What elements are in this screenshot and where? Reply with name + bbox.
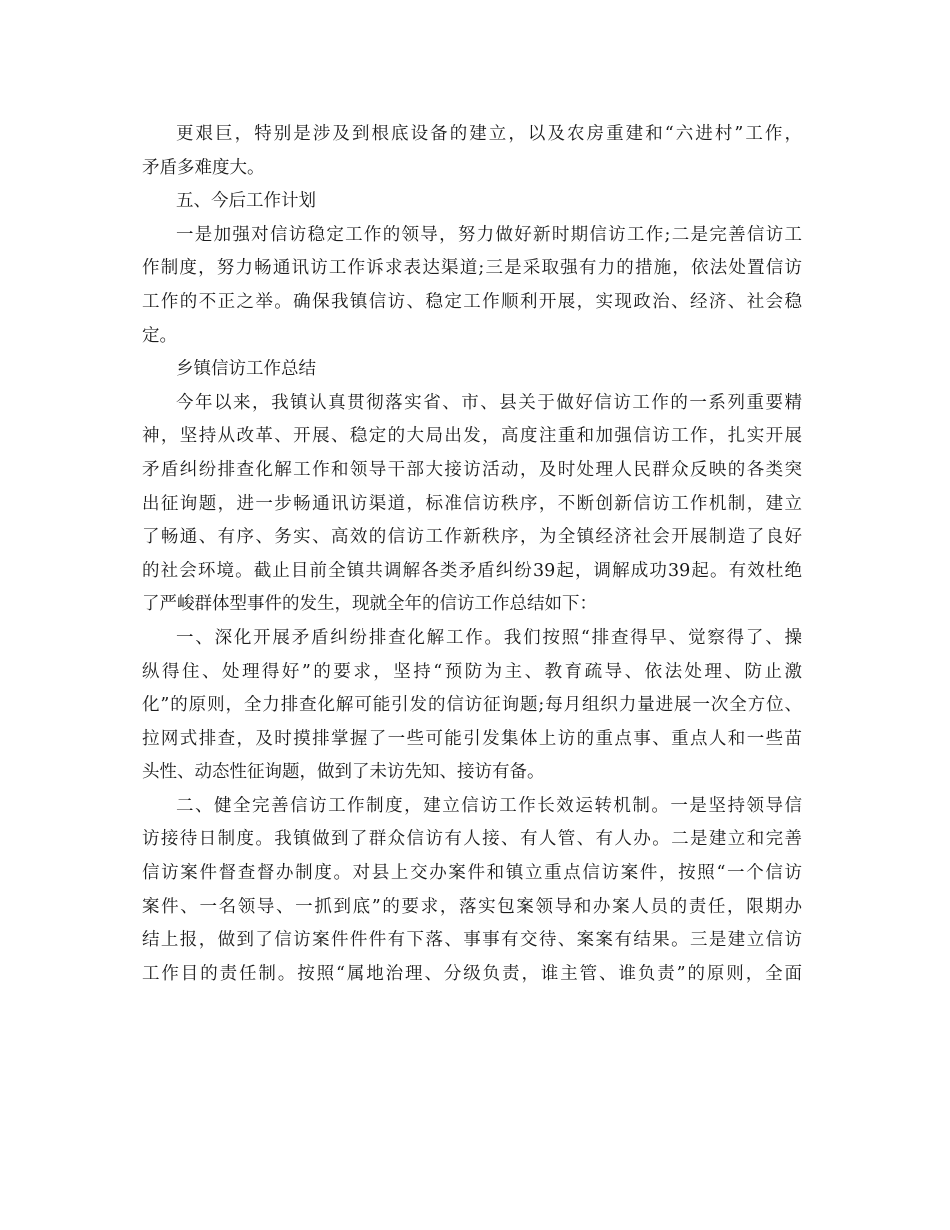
paragraph-line: 出征询题，进一步畅通讯访渠道，标准信访秩序，不断创新信访工作机制，建立 [142, 493, 802, 514]
paragraph-line: 一、深化开展矛盾纠纷排查化解工作。我们按照“排查得早、觉察得了、操 [176, 627, 802, 648]
paragraph-line: 二、健全完善信访工作制度，建立信访工作长效运转机制。一是坚持领导信 [176, 795, 802, 816]
paragraph-line: 矛盾纠纷排查化解工作和领导干部大接访活动，及时处理人民群众反映的各类突 [142, 459, 802, 480]
paragraph-line: 定。 [142, 325, 177, 346]
paragraph-line: 拉网式排查，及时摸排掌握了一些可能引发集体上访的重点事、重点人和一些苗 [142, 728, 802, 749]
section-heading: 五、今后工作计划 [176, 191, 316, 212]
paragraph-line: 工作目的责任制。按照“属地治理、分级负责，谁主管、谁负责”的原则，全面 [142, 963, 802, 984]
paragraph-line: 今年以来，我镇认真贯彻落实省、市、县关于做好信访工作的一系列重要精 [176, 392, 802, 413]
paragraph-line: 了畅通、有序、务实、高效的信访工作新秩序，为全镇经济社会开展制造了良好 [142, 527, 802, 548]
paragraph-line: 化”的原则，全力排查化解可能引发的信访征询题;每月组织力量进展一次全方位、 [142, 695, 802, 716]
document-title: 乡镇信访工作总结 [176, 359, 316, 380]
paragraph-line: 结上报，做到了信访案件件件有下落、事事有交待、案案有结果。三是建立信访 [142, 930, 802, 951]
paragraph-line: 的社会环境。截止目前全镇共调解各类矛盾纠纷39起，调解成功39起。有效杜绝 [142, 560, 802, 581]
paragraph-line: 作制度，努力畅通讯访工作诉求表达渠道;三是采取强有力的措施，依法处置信访 [142, 258, 802, 279]
paragraph-line: 工作的不正之举。确保我镇信访、稳定工作顺利开展，实现政治、经济、社会稳 [142, 291, 802, 312]
paragraph-line: 纵得住、处理得好”的要求，坚持“预防为主、教育疏导、依法处理、防止激 [142, 661, 802, 682]
paragraph-line: 案件、一名领导、一抓到底”的要求，落实包案领导和办案人员的责任，限期办 [142, 896, 802, 917]
paragraph-line: 头性、动态性征询题，做到了未访先知、接访有备。 [142, 762, 545, 783]
paragraph-line: 了严峻群体型事件的发生，现就全年的信访工作总结如下： [142, 594, 597, 615]
paragraph-line: 一是加强对信访稳定工作的领导，努力做好新时期信访工作;二是完善信访工 [176, 224, 802, 245]
document-body [142, 118, 802, 991]
paragraph-line: 信访案件督查督办制度。对县上交办案件和镇立重点信访案件，按照“一个信访 [142, 863, 802, 884]
paragraph-line: 更艰巨，特别是涉及到根底设备的建立，以及农房重建和“六进村”工作， [176, 124, 802, 144]
paragraph-line: 矛盾多难度大。 [142, 157, 265, 178]
paragraph-line: 神，坚持从改革、开展、稳定的大局出发，高度注重和加强信访工作，扎实开展 [142, 426, 802, 447]
paragraph-line: 访接待日制度。我镇做到了群众信访有人接、有人管、有人办。二是建立和完善 [142, 829, 802, 850]
